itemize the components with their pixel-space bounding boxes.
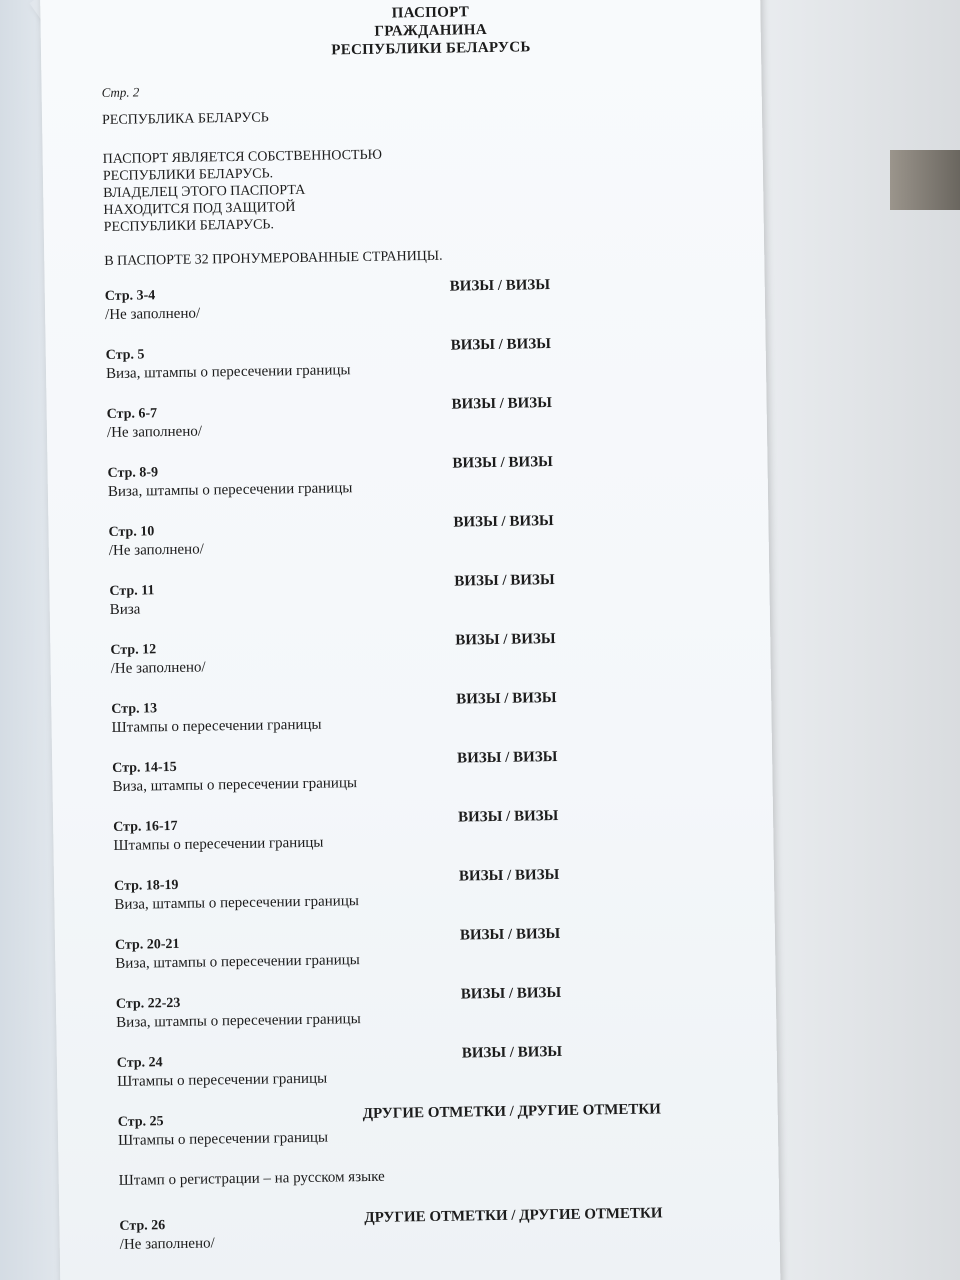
title-line: РЕСПУБЛИКИ БЕЛАРУСЬ bbox=[331, 39, 531, 59]
entry-section-heading: ВИЗЫ / ВИЗЫ bbox=[459, 925, 561, 944]
table-edge bbox=[890, 150, 960, 210]
entry-section-heading: ВИЗЫ / ВИЗЫ bbox=[455, 630, 556, 649]
entry-extra-note: Штамп о регистрации – на русском языке bbox=[118, 1168, 385, 1189]
entry-note: Виза, штампы о пересечении границы bbox=[115, 952, 360, 972]
entry-note: Штампы о пересечении границы bbox=[111, 716, 322, 736]
entry-page-label: Стр. 24 bbox=[116, 1055, 163, 1071]
entry-section-heading: ВИЗЫ / ВИЗЫ bbox=[456, 748, 558, 767]
entry-section-heading: ВИЗЫ / ВИЗЫ bbox=[456, 689, 557, 708]
ownership-line: ВЛАДЕЛЕЦ ЭТОГО ПАСПОРТА bbox=[103, 182, 306, 202]
entry-page-label: Стр. 8-9 bbox=[107, 465, 159, 481]
translation-sheet bbox=[40, 0, 780, 1280]
country-line: РЕСПУБЛИКА БЕЛАРУСЬ bbox=[101, 110, 269, 129]
entry-note: Виза bbox=[109, 601, 141, 618]
entry-note: /Не заполнено/ bbox=[108, 541, 204, 559]
entry-page-label: Стр. 22-23 bbox=[115, 995, 181, 1012]
title-line: ГРАЖДАНИНА bbox=[374, 21, 488, 40]
entry-page-label: Стр. 20-21 bbox=[114, 936, 180, 953]
page-entry bbox=[109, 573, 750, 642]
page-entry bbox=[119, 1205, 760, 1277]
entry-note: Виза, штампы о пересечении границы bbox=[114, 893, 359, 913]
entry-note: Виза, штампы о пересечении границы bbox=[112, 775, 358, 795]
page-entry bbox=[113, 809, 754, 878]
page-entry bbox=[110, 632, 751, 701]
page-entry bbox=[106, 337, 747, 406]
document-title bbox=[220, 1, 641, 62]
entry-page-label: Стр. 6-7 bbox=[106, 406, 158, 423]
entry-section-heading: ДРУГИЕ ОТМЕТКИ / ДРУГИЕ ОТМЕТКИ bbox=[364, 1205, 663, 1227]
pages-count-line: В ПАСПОРТЕ 32 ПРОНУМЕРОВАННЫЕ СТРАНИЦЫ. bbox=[104, 248, 443, 270]
entry-note: Штампы о пересечении границы bbox=[117, 1070, 328, 1090]
entry-section-heading: ДРУГИЕ ОТМЕТКИ / ДРУГИЕ ОТМЕТКИ bbox=[362, 1101, 662, 1123]
page-entry bbox=[107, 396, 748, 465]
entry-page-label: Стр. 16-17 bbox=[113, 818, 178, 835]
ownership-line: ПАСПОРТ ЯВЛЯЕТСЯ СОБСТВЕННОСТЬЮ bbox=[102, 147, 383, 168]
entry-note: Штампы о пересечении границы bbox=[117, 1129, 329, 1149]
entry-section-heading: ВИЗЫ / ВИЗЫ bbox=[460, 984, 562, 1003]
entry-page-label: Стр. 12 bbox=[110, 642, 157, 658]
page-entry bbox=[115, 927, 756, 996]
entry-section-heading: ВИЗЫ / ВИЗЫ bbox=[458, 866, 560, 885]
page-2-label: Стр. 2 bbox=[101, 84, 140, 101]
entry-section-heading: ВИЗЫ / ВИЗЫ bbox=[449, 277, 551, 295]
ownership-statement bbox=[103, 141, 744, 236]
entry-page-label: Стр. 14-15 bbox=[112, 759, 177, 776]
entry-note: /Не заполнено/ bbox=[110, 659, 206, 677]
entry-note: /Не заполнено/ bbox=[104, 305, 201, 324]
entry-section-heading: ВИЗЫ / ВИЗЫ bbox=[454, 571, 555, 590]
entry-page-label: Стр. 10 bbox=[108, 524, 155, 540]
page-entry bbox=[117, 1045, 758, 1114]
entry-page-label: Стр. 25 bbox=[117, 1114, 164, 1130]
ownership-line: РЕСПУБЛИКИ БЕЛАРУСЬ. bbox=[103, 217, 275, 236]
entry-section-heading: ВИЗЫ / ВИЗЫ bbox=[452, 454, 553, 472]
page-entry bbox=[105, 278, 746, 347]
ownership-line: НАХОДИТСЯ ПОД ЗАЩИТОЙ bbox=[103, 200, 296, 219]
page-entry bbox=[116, 986, 757, 1055]
entry-section-heading: ВИЗЫ / ВИЗЫ bbox=[457, 807, 559, 826]
entry-section-heading: ВИЗЫ / ВИЗЫ bbox=[450, 336, 552, 354]
entry-note: Виза, штампы о пересечении границы bbox=[107, 480, 353, 500]
page-entries-list bbox=[105, 278, 760, 1277]
entry-page-label: Стр. 26 bbox=[119, 1218, 166, 1234]
title-line: ПАСПОРТ bbox=[391, 4, 470, 22]
page-entry bbox=[114, 868, 755, 937]
entry-page-label: Стр. 13 bbox=[111, 701, 158, 717]
entry-page-label: Стр. 5 bbox=[105, 347, 145, 364]
entry-page-label: Стр. 11 bbox=[109, 583, 155, 599]
page-entry bbox=[111, 691, 752, 760]
entry-note: Штампы о пересечении границы bbox=[113, 834, 324, 854]
entry-section-heading: ВИЗЫ / ВИЗЫ bbox=[461, 1043, 563, 1062]
entry-page-label: Стр. 3-4 bbox=[104, 288, 156, 305]
entry-note: Виза, штампы о пересечении границы bbox=[116, 1011, 361, 1031]
page-entry bbox=[107, 455, 748, 524]
entry-note: Виза, штампы о пересечении границы bbox=[105, 362, 351, 383]
entry-note: /Не заполнено/ bbox=[119, 1235, 215, 1253]
entry-section-heading: ВИЗЫ / ВИЗЫ bbox=[453, 512, 554, 531]
sheet-content bbox=[100, 0, 760, 1277]
ownership-line: РЕСПУБЛИКИ БЕЛАРУСЬ. bbox=[102, 166, 274, 185]
page-entry bbox=[112, 750, 753, 819]
page-entry bbox=[117, 1101, 760, 1218]
entry-note: /Не заполнено/ bbox=[106, 423, 203, 442]
entry-page-label: Стр. 18-19 bbox=[113, 877, 179, 894]
page-entry bbox=[108, 514, 749, 583]
entry-section-heading: ВИЗЫ / ВИЗЫ bbox=[451, 395, 552, 413]
